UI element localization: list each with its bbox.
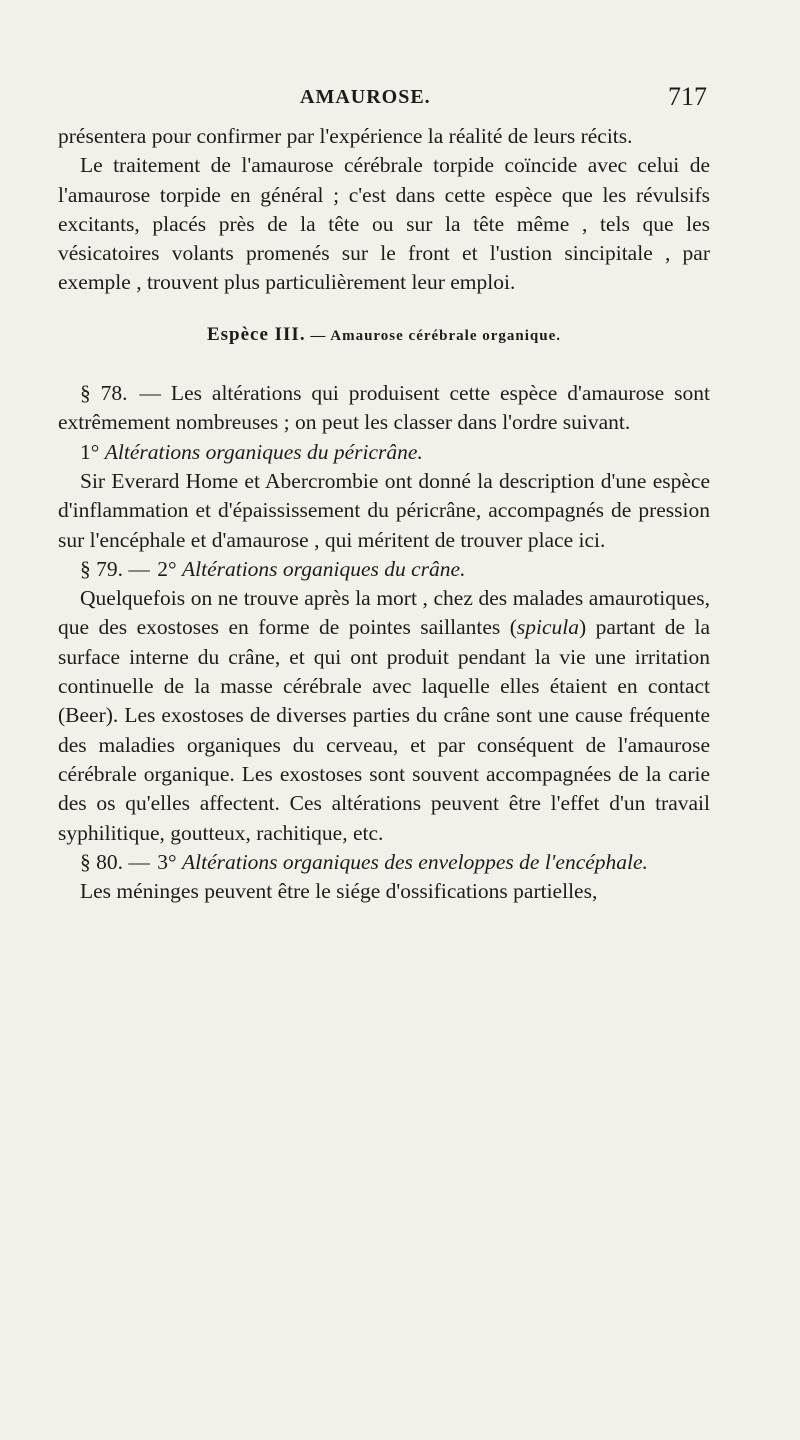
paragraph-pericrane: Sir Everard Home et Abercrombie ont donné la description d'une espèce d'inflammation et d'épaississement du péricrâne, accompagnés de pression sur l'encéphale et d'amaurose , qui méritent de trouver place ici. [58,468,710,552]
section-78-text: — Les altérations qui produisent cette espèce d'amaurose sont extrêmement nombreuses ; on peut les classer dans l'ordre suivant. [58,381,710,435]
item-1-title: Altérations organiques du péricrâne. [104,439,423,464]
paragraph-exostoses-a: Quelquefois on ne trouve après la mort , chez des malades amaurotiques, que des exostoses en forme de pointes saillantes ( [58,586,710,640]
section-79 [58,555,710,584]
page-number: 717 [668,82,707,111]
item-2-title: Altérations organiques du crâne. [181,556,466,581]
section-79-ref: § 79. — [80,556,150,581]
section-80-ref: § 80. — [80,849,150,874]
item-1-heading [58,438,710,467]
running-title: AMAUROSE. [300,86,431,108]
item-1-number: 1° [80,439,100,464]
body-text [58,122,710,906]
page-header [0,84,800,114]
item-2-number: 2° [157,556,177,581]
section-78-ref: § 78. [80,381,128,406]
paragraph-treatment: Le traitement de l'amaurose cérébrale torpide coïncide avec celui de l'amaurose torpide en général ; c'est dans cette espèce que les révulsifs excitants, placés près de la tête ou sur la tête même , tels que les vésicatoires volants promenés sur le front et l'ustion sincipitale , par exemple , trouvent plus particulièrement leur emploi. [58,153,710,295]
paragraph-exostoses-b: ) partant de la surface interne du crâne, et qui ont produit pendant la vie une irritation continuelle de la masse cérébrale avec laquelle elles étaient en contact (Beer). Les exostoses de diverses parties du crâne sont une cause fréquente des maladies organiques du cerveau, et par conséquent de l'amaurose cérébrale organique. Les exostoses sont souvent accompagnées de la carie des os qu'elles affectent. Ces altérations peuvent être l'effet d'un travail syphilitique, goutteux, rachitique, etc. [58,615,710,845]
item-3-number: 3° [157,849,177,874]
item-3-title: Altérations organiques des enveloppes de l'encéphale. [181,849,648,874]
paragraph-meninges: Les méninges peuvent être le siége d'ossifications partielles, [80,879,598,904]
paragraph-continuation: présentera pour confirmer par l'expérience la réalité de leurs récits. [58,124,633,148]
paragraph-exostoses [58,584,710,848]
spicula-term: spicula [516,615,579,640]
section-78 [58,379,710,438]
section-80 [58,848,710,877]
species-label: Espèce III. [206,323,306,345]
species-title: — Amaurose cérébrale organique. [310,327,562,344]
species-heading [58,320,710,351]
